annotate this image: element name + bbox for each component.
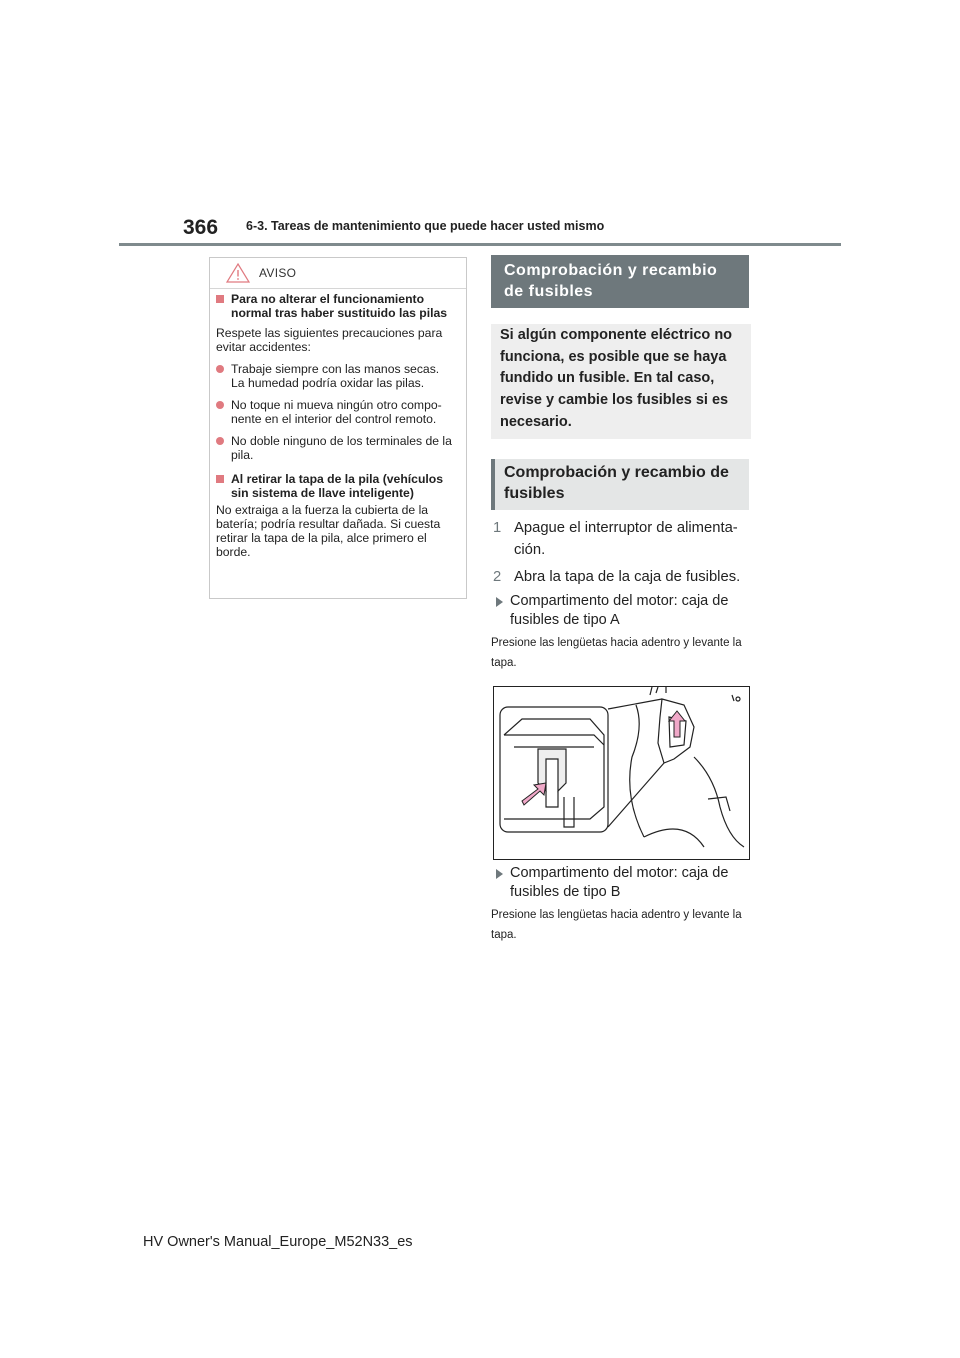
note-type-a: Presione las lengüetas hacia adentro y levante la tapa. <box>491 637 742 669</box>
section-title-banner: Comprobación y recambio de fusibles <box>491 255 749 308</box>
item-type-a: Compartimento del motor: caja de fusibles de tipo A <box>496 592 756 630</box>
warning-triangle-icon <box>226 263 250 283</box>
subsection-title-banner: Comprobación y recambio de fusibles <box>491 459 749 510</box>
step-number: 1 <box>493 520 502 536</box>
warning-bullet: No doble ninguno de los terminales de la pila. <box>216 434 456 462</box>
fuse-box-drawing <box>494 687 749 859</box>
footer-text: HV Owner's Manual_Europe_M52N33_es <box>143 1234 413 1250</box>
warning-bullet: Trabaje siempre con las manos secas. La humedad podría oxidar las pilas. <box>216 362 456 390</box>
intro-box: Si algún componente eléctrico no funciona, es posible que se haya fundido un fusible. En tal caso, revise y cambie los fusibles si es necesario. <box>491 324 751 439</box>
page-number: 366 <box>183 216 219 239</box>
warning-box <box>209 257 467 599</box>
square-bullet-icon <box>216 295 224 303</box>
triangle-bullet-icon <box>496 597 503 607</box>
warning-intro: Respete las siguientes precauciones para evitar accidentes: <box>216 326 443 354</box>
warning-body <box>210 289 466 559</box>
warning-bullet: No toque ni mueva ningún otro compo-nente en el interior del control remoto. <box>216 398 456 426</box>
warning-subsection-title: Para no alterar el funcionamiento normal tras haber sustituido las pilas <box>216 292 456 320</box>
step-text: Abra la tapa de la caja de fusibles. <box>514 569 741 585</box>
dot-bullet-icon <box>216 401 224 409</box>
section-heading: 6-3. Tareas de mantenimiento que puede hacer usted mismo <box>246 219 605 233</box>
warning-title: AVISO <box>259 266 297 280</box>
warning-text: No extraiga a la fuerza la cubierta de la batería; podría resultar dañada. Si cuesta retirar la tapa de la pila, alce primero el borde. <box>216 503 441 559</box>
triangle-bullet-icon <box>496 869 503 879</box>
step-text: Apague el interruptor de alimenta-ción. <box>514 520 738 558</box>
square-bullet-icon <box>216 475 224 483</box>
step-1 <box>493 517 755 561</box>
warning-subsection-title: Al retirar la tapa de la pila (vehículos sin sistema de llave inteligente) <box>216 472 456 500</box>
header-rule <box>119 243 841 246</box>
warning-header <box>210 258 466 289</box>
dot-bullet-icon <box>216 437 224 445</box>
item-type-b: Compartimento del motor: caja de fusibles de tipo B <box>496 864 756 902</box>
dot-bullet-icon <box>216 365 224 373</box>
fuse-box-illustration <box>493 686 750 860</box>
step-number: 2 <box>493 569 502 585</box>
step-2 <box>493 566 755 588</box>
note-type-b: Presione las lengüetas hacia adentro y levante la tapa. <box>491 909 742 941</box>
